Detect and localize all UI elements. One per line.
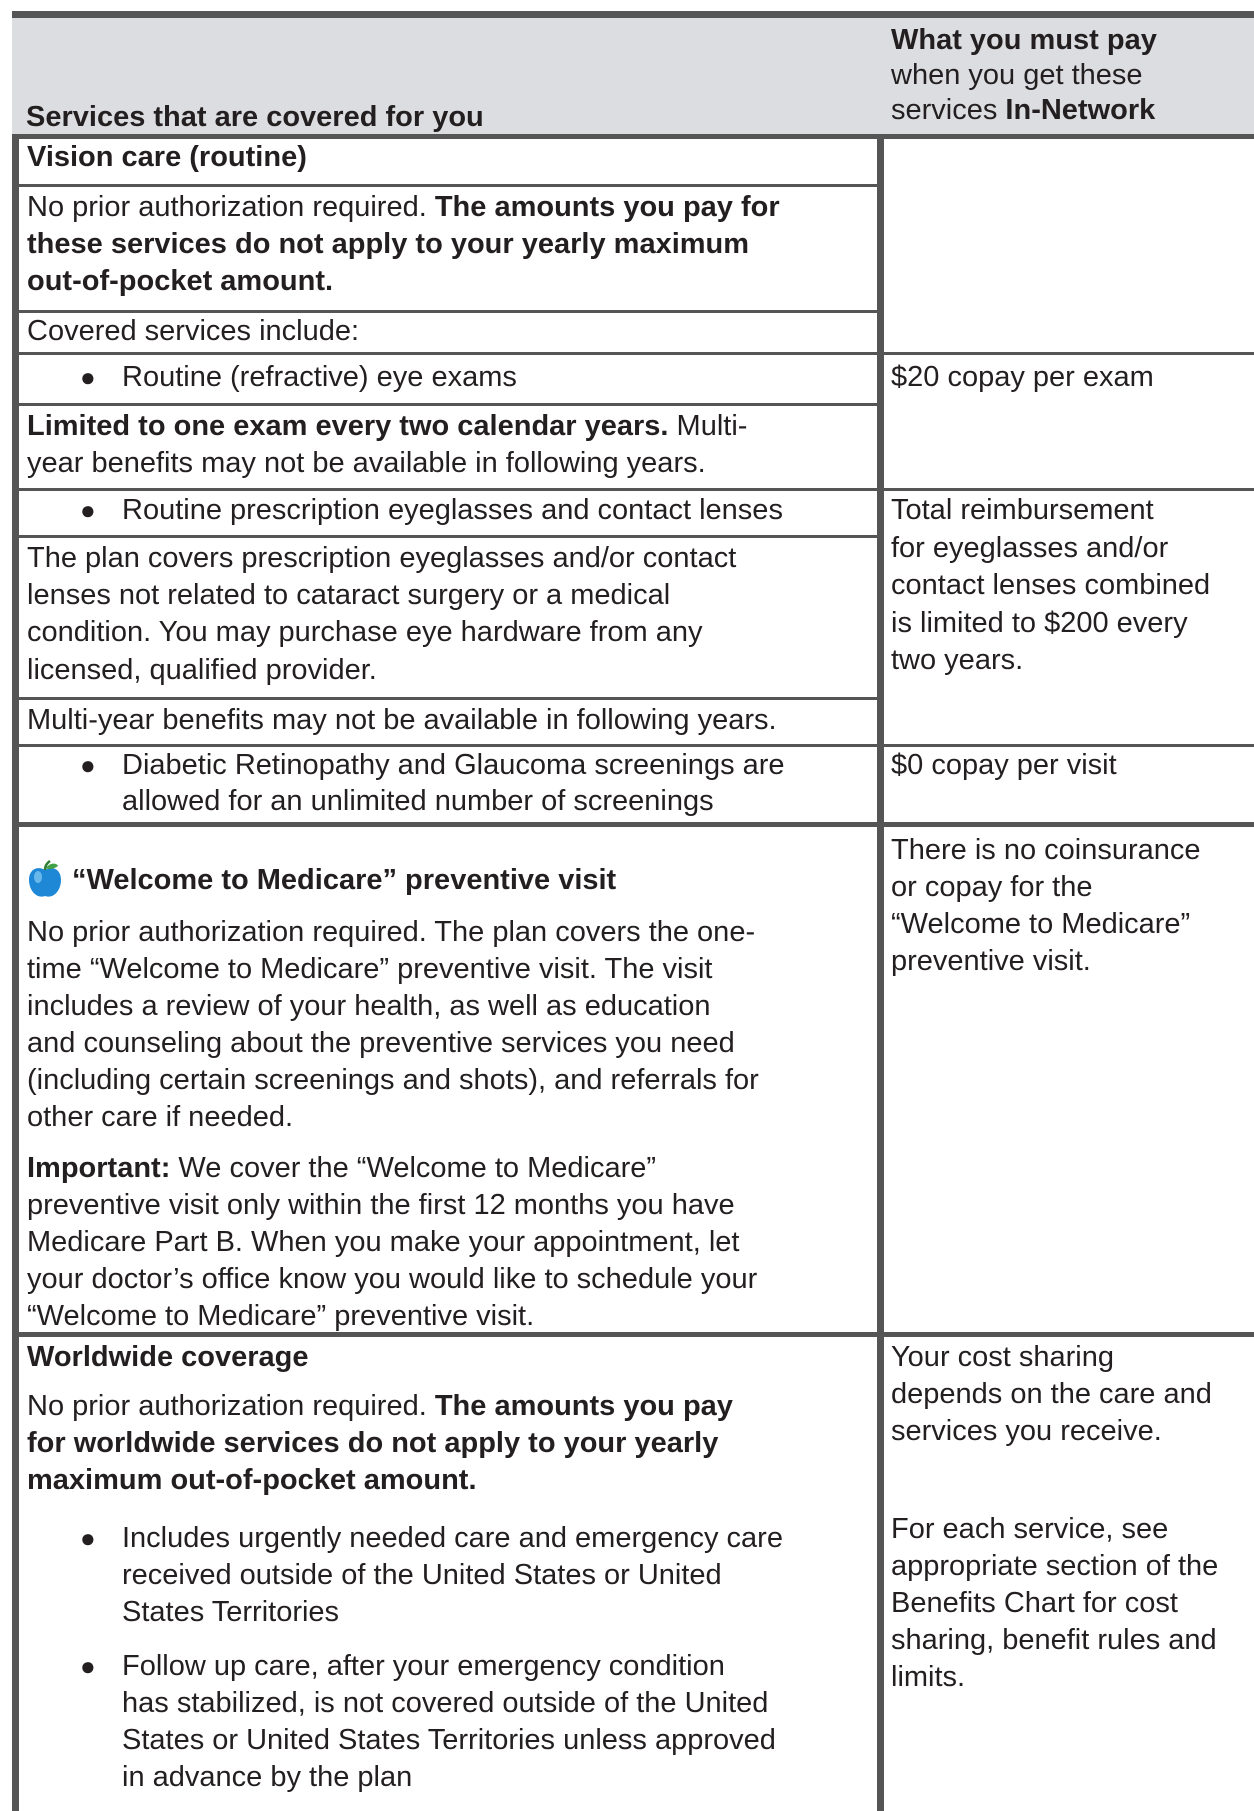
worldwide-cost-b-line-4: sharing, benefit rules and: [891, 1624, 1217, 1656]
eyeglasses-cost-line-4: is limited to $200 every: [891, 607, 1188, 639]
welcome-desc-line-6: other care if needed.: [27, 1101, 294, 1133]
vision-auth-line-2: these services do not apply to your yearly maximum: [27, 228, 750, 260]
worldwide-cost-b-line-2: appropriate section of the: [891, 1550, 1219, 1582]
eyeglasses-desc-line-1: The plan covers prescription eyeglasses and/or contact: [27, 542, 737, 574]
eyeglasses-item: Routine prescription eyeglasses and contact lenses: [122, 494, 783, 526]
bullet: ●: [80, 1651, 96, 1681]
row-divider: [12, 352, 1254, 355]
worldwide-item-1-line-3: States Territories: [122, 1596, 340, 1628]
welcome-cost-line-1: There is no coinsurance: [891, 834, 1201, 866]
worldwide-auth-line-1: No prior authorization required. The amounts you pay: [27, 1390, 733, 1422]
eye-exam-cost: $20 copay per exam: [891, 361, 1154, 393]
welcome-cost-line-3: “Welcome to Medicare”: [891, 908, 1191, 940]
welcome-desc-line-5: (including certain screenings and shots), and referrals for: [27, 1064, 759, 1096]
worldwide-auth-line-3: maximum out-of-pocket amount.: [27, 1464, 477, 1496]
worldwide-cost-a-line-3: services you receive.: [891, 1415, 1162, 1447]
row-divider: [12, 822, 1254, 827]
eyeglasses-desc-line-3: condition. You may purchase eye hardware from any: [27, 616, 703, 648]
worldwide-item-1-line-2: received outside of the United States or United: [122, 1559, 722, 1591]
eye-exam-limit-line-2: year benefits may not be available in following years.: [27, 447, 706, 479]
bullet: ●: [80, 1523, 96, 1553]
bullet: ●: [80, 750, 96, 780]
worldwide-cost-b-line-1: For each service, see: [891, 1513, 1169, 1545]
welcome-desc-line-4: and counseling about the preventive services you need: [27, 1027, 735, 1059]
eyeglasses-desc-line-4: licensed, qualified provider.: [27, 654, 377, 686]
row-divider: [12, 310, 878, 313]
column-divider: [877, 11, 884, 1811]
eye-exam-limit-line-1: Limited to one exam every two calendar years. Multi-: [27, 410, 748, 442]
row-divider: [12, 535, 878, 538]
worldwide-item-2-line-4: in advance by the plan: [122, 1761, 413, 1793]
apple-icon: [25, 860, 65, 900]
services-column-header: Services that are covered for you: [26, 101, 484, 133]
worldwide-auth-line-2: for worldwide services do not apply to your yearly: [27, 1427, 719, 1459]
worldwide-item-2-line-2: has stabilized, is not covered outside of the United: [122, 1687, 769, 1719]
eyeglasses-desc-line-2: lenses not related to cataract surgery or a medical: [27, 579, 671, 611]
screening-cost: $0 copay per visit: [891, 749, 1117, 781]
worldwide-cost-b-line-5: limits.: [891, 1661, 966, 1693]
eye-exam-item: Routine (refractive) eye exams: [122, 361, 517, 393]
screening-item-line-2: allowed for an unlimited number of screenings: [122, 785, 714, 817]
row-divider: [12, 488, 1254, 491]
vision-auth-line-3: out-of-pocket amount.: [27, 265, 334, 297]
welcome-important-line-1: Important: We cover the “Welcome to Medicare”: [27, 1152, 657, 1184]
eyeglasses-cost-line-1: Total reimbursement: [891, 494, 1154, 526]
screening-item-line-1: Diabetic Retinopathy and Glaucoma screenings are: [122, 749, 785, 781]
row-divider: [12, 744, 1254, 747]
welcome-important-line-5: “Welcome to Medicare” preventive visit.: [27, 1300, 535, 1332]
welcome-important-line-4: your doctor’s office know you would like to schedule your: [27, 1263, 758, 1295]
welcome-desc-line-1: No prior authorization required. The plan covers the one-: [27, 916, 756, 948]
welcome-important-line-2: preventive visit only within the first 12 months you have: [27, 1189, 735, 1221]
bullet: ●: [80, 362, 96, 392]
payment-column-header: What you must pay when you get these services In-Network: [891, 24, 1157, 126]
covered-services-intro: Covered services include:: [27, 315, 360, 347]
row-divider: [12, 184, 878, 187]
worldwide-cost-a-line-2: depends on the care and: [891, 1378, 1212, 1410]
vision-auth-line-1: No prior authorization required. The amounts you pay for: [27, 191, 780, 223]
welcome-important-line-3: Medicare Part B. When you make your appointment, let: [27, 1226, 740, 1258]
row-divider: [12, 697, 878, 700]
worldwide-cost-a-line-1: Your cost sharing: [891, 1341, 1115, 1373]
eyeglasses-multiyear: Multi-year benefits may not be available in following years.: [27, 704, 777, 736]
eyeglasses-cost-line-5: two years.: [891, 644, 1024, 676]
table-header: [12, 18, 1254, 136]
row-divider: [12, 403, 878, 406]
eyeglasses-cost-line-3: contact lenses combined: [891, 569, 1211, 601]
row-divider: [12, 1332, 1254, 1337]
bullet: ●: [80, 495, 96, 525]
welcome-medicare-title: “Welcome to Medicare” preventive visit: [72, 864, 617, 896]
worldwide-title: Worldwide coverage: [27, 1341, 309, 1373]
welcome-desc-line-3: includes a review of your health, as well as education: [27, 990, 711, 1022]
worldwide-item-1-line-1: Includes urgently needed care and emergency care: [122, 1522, 783, 1554]
welcome-desc-line-2: time “Welcome to Medicare” preventive visit. The visit: [27, 953, 713, 985]
eyeglasses-cost-line-2: for eyeglasses and/or: [891, 532, 1169, 564]
worldwide-cost-b-line-3: Benefits Chart for cost: [891, 1587, 1178, 1619]
welcome-cost-line-4: preventive visit.: [891, 945, 1091, 977]
welcome-cost-line-2: or copay for the: [891, 871, 1093, 903]
worldwide-item-2-line-1: Follow up care, after your emergency condition: [122, 1650, 725, 1682]
worldwide-item-2-line-3: States or United States Territories unless approved: [122, 1724, 776, 1756]
vision-care-title: Vision care (routine): [27, 141, 307, 173]
row-divider: [12, 134, 1254, 139]
